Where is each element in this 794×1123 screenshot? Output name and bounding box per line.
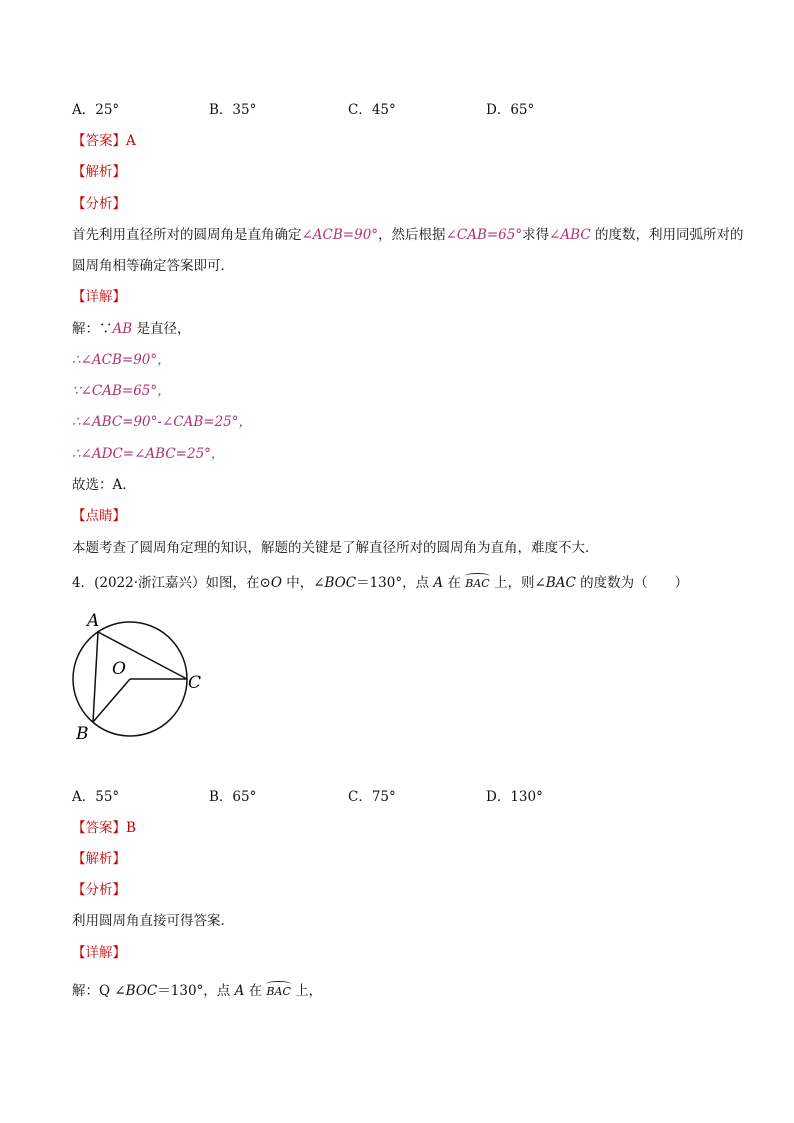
q3-fenxi-heading: 【分析】 <box>72 196 126 212</box>
text: 上，则 <box>489 575 535 591</box>
circle-figure <box>66 605 216 745</box>
q4-analysis: 利用圆周角直接可得答案． <box>72 913 234 929</box>
text: 首先利用直径所对的圆周角是直角确定 <box>72 227 302 243</box>
math: ∠CAB=65° <box>445 227 523 243</box>
label-o: O <box>112 659 126 679</box>
q3-solution-line1 <box>72 320 190 338</box>
arc-notation: BAC <box>266 983 290 1001</box>
segment-ob <box>93 679 130 722</box>
answer-value: A <box>126 133 136 149</box>
q3-solution-line2: ∴∠ACB=90°， <box>72 352 171 368</box>
text: 在 <box>443 575 466 591</box>
q3-solution-line5: ∴∠ADC=∠ABC=25°， <box>72 446 225 462</box>
arc-notation: BAC <box>465 575 489 593</box>
q3-choice-c: C．45° <box>348 102 396 118</box>
answer-label: 【答案】 <box>72 133 126 149</box>
q3-comment: 本题考查了圆周角定理的知识，解题的关键是了解直径所对的圆周角为直角，难度不大． <box>72 540 599 556</box>
text: 解：∵ <box>72 321 113 337</box>
q3-solution-line6: 故选：A． <box>72 477 136 493</box>
q3-choice-b: B．35° <box>209 102 257 118</box>
text: 4．(2022·浙江嘉兴）如图，在⊙ <box>72 575 271 591</box>
q3-analysis-line1 <box>72 226 743 244</box>
text: 上， <box>290 983 323 999</box>
answer-label: 【答案】 <box>72 820 126 836</box>
because-symbol: Q <box>99 983 111 999</box>
q3-analysis-line2: 圆周角相等确定答案即可． <box>72 258 234 274</box>
q4-solution-line1 <box>72 982 322 1001</box>
q4-choice-c: C．75° <box>348 789 396 805</box>
q4-choice-a: A．55° <box>72 789 120 805</box>
math: O <box>270 575 282 591</box>
label-b: B <box>76 724 89 744</box>
text: ，然后根据 <box>378 227 446 243</box>
q4-xiangjie-heading: 【详解】 <box>72 945 126 961</box>
math: ∠BOC <box>114 983 158 999</box>
q4-choice-b: B．65° <box>209 789 257 805</box>
text: 中， <box>281 575 314 591</box>
text: ＝130°，点 <box>157 983 235 999</box>
q3-solution-line3: ∵∠CAB=65°， <box>72 383 171 399</box>
text: 在 <box>244 983 267 999</box>
label-a: A <box>87 611 100 631</box>
math: A <box>234 983 245 999</box>
q4-choice-d: D．130° <box>486 789 543 805</box>
text: ＝130°，点 <box>356 575 434 591</box>
label-c: C <box>188 673 202 693</box>
math: ∠BOC <box>313 575 357 591</box>
math: ∠ABC <box>549 227 591 243</box>
q4-fenxi-heading: 【分析】 <box>72 882 126 898</box>
math: A <box>433 575 444 591</box>
text: 的度数，利用同弧所对的 <box>590 227 744 243</box>
q3-solution-line4: ∴∠ABC=90°-∠CAB=25°， <box>72 414 253 430</box>
math: AB <box>112 321 133 337</box>
math: ∠BAC <box>534 575 576 591</box>
q3-choice-a: A．25° <box>72 102 120 118</box>
q3-answer <box>72 132 136 150</box>
answer-value: B <box>126 820 136 836</box>
q3-jiexi-heading: 【解析】 <box>72 164 126 180</box>
text: 是直径， <box>132 321 191 337</box>
q4-jiexi-heading: 【解析】 <box>72 851 126 867</box>
segment-ab <box>93 632 98 722</box>
text: 的度数为（ ） <box>575 575 689 591</box>
q3-xiangjie-heading: 【详解】 <box>72 289 126 305</box>
q3-choice-d: D．65° <box>486 102 535 118</box>
text: 解： <box>72 983 99 999</box>
q4-answer <box>72 819 136 837</box>
math: ∠ACB=90° <box>301 227 379 243</box>
q3-dianjing-heading: 【点睛】 <box>72 508 126 524</box>
q4-stem <box>72 574 688 593</box>
text: 求得 <box>522 227 550 243</box>
